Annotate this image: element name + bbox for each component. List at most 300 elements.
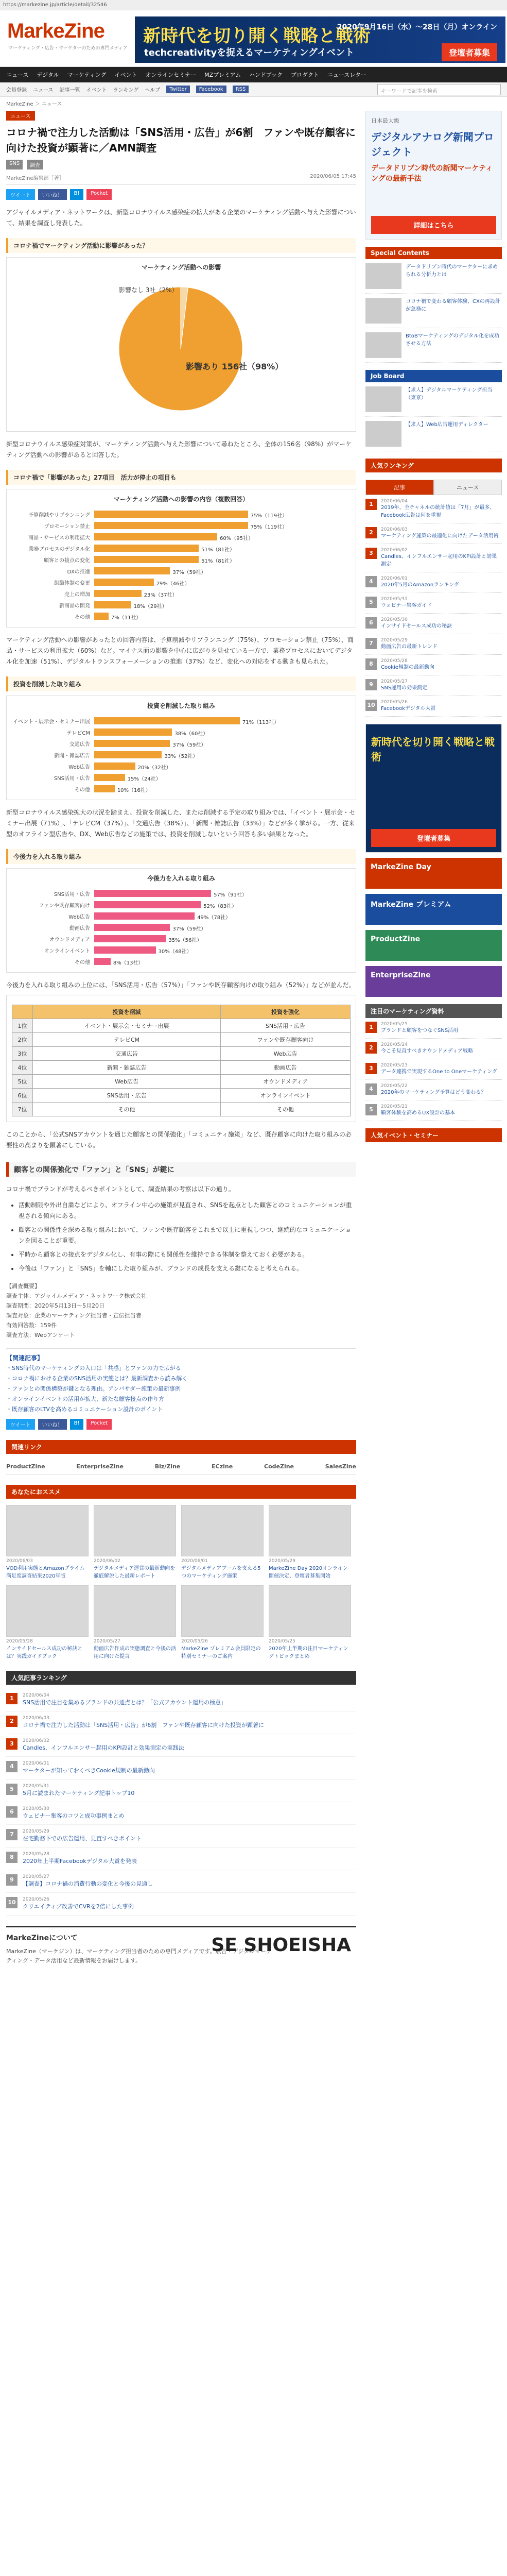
bar-6: [94, 579, 154, 586]
table-cell: 1位: [12, 1019, 33, 1033]
share-button-2[interactable]: B!: [70, 1419, 84, 1430]
recommend-card[interactable]: [94, 1505, 176, 1580]
rank-body: [23, 1784, 134, 1798]
side-rank-title[interactable]: 2020年のマーケティング予算はどう変わる？: [381, 1090, 486, 1095]
rank-title[interactable]: コロナ禍で注力した活動は「SNS活用・広告」が6割 ファンや既存顧客に向けた投資が顕著に: [23, 1722, 264, 1728]
bar-1: [94, 728, 172, 736]
side-ranking-item[interactable]: [365, 634, 502, 655]
rank-title[interactable]: 【調査】コロナ禍の消費行動の変化と今後の見通し: [23, 1880, 153, 1887]
bar-track-0: [94, 890, 351, 897]
side-ranking-item[interactable]: [365, 675, 502, 696]
banner-headline: 新時代を切り開く戦略と戦術: [143, 26, 371, 46]
chart1-pie: [12, 272, 351, 426]
side-rank-title[interactable]: 2019年、全チャネルの統計値は「7月」が最多、Facebook広告は何を重視: [381, 505, 495, 518]
bar-row-0: [12, 715, 351, 726]
share-button-2[interactable]: B!: [70, 189, 84, 200]
rank-title[interactable]: マーケターが知っておくべきCookie規制の最新動向: [23, 1767, 155, 1774]
ranking-item[interactable]: [6, 1711, 356, 1734]
nav-item-2[interactable]: マーケティング: [67, 72, 107, 78]
bar-row-9: [12, 611, 351, 622]
bar-track-4: [94, 556, 351, 563]
bar-0: [94, 717, 240, 724]
table-row: [12, 1019, 351, 1033]
side-ranking-item[interactable]: [365, 1080, 502, 1100]
side-thumbnail: [365, 298, 401, 324]
related-heading: 【関連記事】: [6, 1354, 44, 1362]
side-rank-title[interactable]: Cookie規制の最新動向: [381, 665, 434, 670]
ranking-tab-1[interactable]: ニュース: [434, 480, 502, 495]
side-rank-body: [381, 617, 452, 630]
about-heading: MarkeZineについて: [6, 1934, 78, 1942]
bar-label-7: 売上の増加: [64, 591, 90, 598]
bar-value-0: 71%（113社）: [242, 720, 279, 725]
ranking-list: [6, 1689, 356, 1916]
bar-value-6: 10%（16社）: [117, 788, 151, 793]
ranking-item[interactable]: [6, 1757, 356, 1780]
side-rank-number: 4: [365, 576, 377, 587]
side-ranking-item[interactable]: [365, 1059, 502, 1080]
card-date: 2020/06/02: [94, 1558, 120, 1564]
nav-item-5[interactable]: MZプレミアム: [204, 72, 241, 78]
bar-row-2: [12, 738, 351, 749]
side-banner-3[interactable]: EnterpriseZine: [365, 966, 502, 997]
card-title[interactable]: 動画広告作成の実態調査と今後の活用に向けた提言: [94, 1646, 176, 1659]
partner-logo-5[interactable]: SalesZine: [325, 1463, 356, 1470]
rank-date: 2020/05/27: [23, 1874, 49, 1879]
bar-track-6: [94, 785, 351, 792]
table-cell: Web広告: [221, 1047, 351, 1061]
side-rank-title[interactable]: 顧客体験を高めるUX設計の基本: [381, 1110, 456, 1116]
table-cell: 3位: [12, 1047, 33, 1061]
ad-cta[interactable]: 詳細はこちら: [371, 216, 496, 234]
bar-track-5: [94, 567, 351, 574]
pie-label-0: 影響あり 156社（98%）: [186, 362, 284, 371]
banner-date: 2020年9月16日（水）〜28日（月）オンライン: [337, 23, 497, 31]
partner-logo-4[interactable]: CodeZine: [264, 1463, 294, 1470]
tag-list: [6, 160, 356, 170]
bar-label-5: SNS活用・広告: [54, 775, 90, 782]
search-input[interactable]: キーワードで記事を検索: [377, 84, 501, 95]
recommend-card[interactable]: [6, 1585, 89, 1660]
rank-date: 2020/05/29: [23, 1829, 49, 1834]
rank-number: 8: [6, 1852, 18, 1863]
bar-2: [94, 740, 170, 747]
bar-row-3: [12, 543, 351, 554]
table-row: [12, 1061, 351, 1075]
nav-item-4[interactable]: オンラインセミナー: [145, 72, 197, 78]
side-item-title[interactable]: 【求人】Web広告運用ディレクター: [406, 422, 488, 428]
rank-number: 4: [6, 1761, 18, 1772]
side-rank-date: 2020/05/21: [381, 1104, 408, 1109]
rank-title[interactable]: 2020年上半期Facebookデジタル大賞を発表: [23, 1858, 137, 1865]
card-title[interactable]: MarkeZine プレミアム会員限定の特別セミナーのご案内: [181, 1646, 261, 1659]
nav-item-7[interactable]: プロダクト: [290, 72, 319, 78]
partner-logo-0[interactable]: ProductZine: [6, 1463, 45, 1470]
ranking-item[interactable]: [6, 1802, 356, 1825]
card-title[interactable]: インサイドセールス成功の秘訣とは？実践ガイドブック: [6, 1646, 83, 1659]
ranking-item[interactable]: [6, 1734, 356, 1757]
bar-row-5: [12, 565, 351, 577]
table-row: [12, 1089, 351, 1103]
table-cell: 6位: [12, 1089, 33, 1103]
side-item[interactable]: [365, 259, 502, 294]
table-cell: オンラインイベント: [221, 1089, 351, 1103]
side-rank-date: 2020/05/23: [381, 1063, 408, 1068]
ranking-tab-0[interactable]: 記事: [365, 480, 434, 495]
side-banner-2[interactable]: ProductZine: [365, 930, 502, 961]
figure-4-title: 今後力を入れる取り組み: [6, 849, 356, 864]
side-item[interactable]: [365, 294, 502, 328]
subnav-item-4[interactable]: ランキング: [113, 88, 139, 93]
site-logo[interactable]: MarkeZine: [7, 20, 104, 42]
related-link-0[interactable]: ・SNS時代のマーケティングの入口は「共感」とファンの力で広がる: [6, 1365, 181, 1371]
bar-track-2: [94, 912, 351, 920]
tag-1[interactable]: 調査: [27, 160, 43, 170]
subnav-item-2[interactable]: 記事一覧: [59, 88, 80, 93]
side-rank-title[interactable]: インサイドセールス成功の秘訣: [381, 623, 452, 629]
side-rank-date: 2020/06/01: [381, 576, 408, 581]
banner-cta[interactable]: 登壇者募集: [442, 43, 497, 61]
side-rank-body: [381, 1104, 455, 1117]
bar-track-0: [94, 717, 351, 724]
side-ranking-item[interactable]: [365, 544, 502, 572]
bar-row-6: [12, 783, 351, 794]
nav-item-0[interactable]: ニュース: [6, 72, 29, 78]
rank-body: [23, 1852, 137, 1866]
recommend-card[interactable]: [6, 1505, 89, 1580]
rank-body: [23, 1738, 184, 1752]
sidebar-ad[interactable]: [365, 111, 502, 240]
side-ranking-item[interactable]: [365, 495, 502, 523]
table-header-0: [12, 1005, 33, 1019]
side-rank-title[interactable]: Candles、インフルエンサー起用のKPI設計と効果測定: [381, 554, 497, 567]
ad-eyebrow: 日本最大級: [371, 117, 399, 124]
table-cell: オウンドメディア: [221, 1075, 351, 1089]
card-thumbnail: [94, 1585, 176, 1637]
bar-value-6: 29%（46社）: [156, 581, 190, 587]
side-banner-0[interactable]: MarkeZine Day: [365, 858, 502, 889]
links-heading: 関連リンク: [6, 1440, 356, 1454]
side-rank-number: 2: [365, 527, 377, 538]
table-cell: SNS活用・広告: [33, 1089, 221, 1103]
rank-title[interactable]: ウェビナー集客のコツと成功事例まとめ: [23, 1812, 125, 1819]
card-date: 2020/05/29: [269, 1558, 295, 1564]
bar-value-6: 8%（13社）: [113, 960, 144, 966]
side-item-title[interactable]: コロナ禍で変わる顧客体験、CXの再設計が急務に: [406, 299, 500, 312]
bar-2: [94, 533, 217, 540]
bar-row-7: [12, 588, 351, 599]
header-banner[interactable]: [135, 16, 505, 63]
key-point-0: • 活動制限や外出自粛などにより、オフライン中心の施策が見直され、SNSを起点とした顧客とのコミュニケーションが重視される傾向にある。: [19, 1200, 356, 1222]
url-bar[interactable]: https://markezine.jp/article/detail/32546: [0, 0, 507, 10]
bar-4: [94, 935, 166, 942]
side-rank-body: [381, 658, 434, 671]
bar-value-4: 35%（56社）: [168, 938, 202, 943]
side-ranking-item[interactable]: [365, 1100, 502, 1121]
side-ranking-item[interactable]: [365, 614, 502, 634]
rank-title[interactable]: 5月に読まれたマーケティング記事トップ10: [23, 1790, 135, 1797]
side-rank-body: [381, 548, 502, 568]
bar-value-3: 37%（59社）: [172, 926, 206, 932]
bar-value-1: 38%（60社）: [174, 731, 208, 737]
related-link-4[interactable]: ・既存顧客のLTVを高めるコミュニケーション設計のポイント: [6, 1406, 163, 1413]
article-lead: アジャイルメディア・ネットワークは、新型コロナウイルス感染症の拡大がある企業のマーケティング活動へ与えた影響について、結果を調査し発表した。: [6, 209, 356, 227]
side-item[interactable]: [365, 417, 502, 451]
figure-3: [6, 696, 356, 800]
side-rank-number: 8: [365, 658, 377, 670]
side-rank-title[interactable]: ブランドと顧客をつなぐSNS活用: [381, 1028, 459, 1033]
share-button-0[interactable]: ツイート: [6, 1419, 35, 1430]
nav-item-1[interactable]: デジタル: [37, 72, 59, 78]
bar-label-1: プロモーション禁止: [44, 523, 90, 530]
table-cell: 新聞・雑誌広告: [33, 1061, 221, 1075]
subnav-button-2[interactable]: RSS: [233, 86, 249, 93]
bar-value-4: 51%（81社）: [201, 558, 235, 564]
partner-logo-2[interactable]: Biz/Zine: [154, 1463, 181, 1470]
banner-stack: [365, 858, 502, 997]
side-rank-number: 4: [365, 1083, 377, 1095]
recommend-cards: [6, 1505, 356, 1660]
survey-overview: [6, 1281, 356, 1340]
side-ranking-item[interactable]: [365, 655, 502, 675]
rank-title[interactable]: クリエイティブ改善でCVRを2倍にした事例: [23, 1903, 134, 1910]
subnav-item-3[interactable]: イベント: [86, 88, 107, 93]
rank-body: [23, 1806, 125, 1820]
table-cell: 交通広告: [33, 1047, 221, 1061]
side-rank-body: [381, 1022, 458, 1035]
subnav-item-5[interactable]: ヘルプ: [145, 88, 161, 93]
card-title[interactable]: MarkeZine Day 2020オンライン開催決定、登壇者募集開始: [269, 1566, 348, 1579]
share-button-0[interactable]: ツイート: [6, 189, 35, 200]
rank-number: 1: [6, 1693, 18, 1704]
ad-headline: デジタルアナログ新聞プロジェクト: [371, 131, 494, 158]
sidebar: [365, 111, 502, 1142]
site-header: [0, 10, 507, 67]
author[interactable]: MarkeZine編集部［著］: [6, 176, 64, 181]
table-row: [12, 1075, 351, 1089]
bar-label-2: 商品・サービスの利用拡大: [28, 535, 90, 541]
side-rank-title[interactable]: マーケティング施策の最適化に向けたデータ活用術: [381, 533, 499, 539]
ranking-tabs: [365, 480, 502, 495]
card-title[interactable]: VOD利用実態とAmazonプライム満足度調査結果2020年版: [6, 1566, 85, 1579]
social-share: [6, 189, 356, 200]
subnav-button-1[interactable]: Facebook: [196, 86, 226, 93]
bar-row-1: [12, 520, 351, 531]
side-rank-title[interactable]: 2020年5月のAmazonランキング: [381, 582, 459, 588]
table-cell: Web広告: [33, 1075, 221, 1089]
nav-item-8[interactable]: ニュースレター: [327, 72, 366, 78]
side-rank-title[interactable]: 動画広告の最新トレンド: [381, 644, 438, 650]
recommend-card[interactable]: [269, 1505, 351, 1580]
side-item[interactable]: [365, 328, 502, 363]
bar-3: [94, 545, 199, 552]
card-thumbnail: [181, 1585, 264, 1637]
shoeisha-logo[interactable]: SE SHOEISHA: [211, 1935, 351, 1956]
side-rank-date: 2020/06/03: [381, 527, 408, 532]
bar-label-9: その他: [75, 614, 90, 620]
side-rank-body: [381, 700, 435, 713]
side-ranking-item[interactable]: [365, 593, 502, 614]
bar-7: [94, 590, 142, 597]
bar-row-8: [12, 599, 351, 611]
bar-track-5: [94, 946, 351, 954]
figure-4: [6, 868, 356, 973]
chart2-title: マーケティング活動への影響の内容（複数回答）: [113, 496, 249, 503]
partner-sites: [6, 1459, 356, 1475]
table-cell: その他: [221, 1103, 351, 1116]
share-button-1[interactable]: いいね！: [38, 1419, 67, 1430]
side-rank-title[interactable]: SNS運用の効果測定: [381, 685, 428, 691]
bar-5: [94, 946, 156, 954]
about-text: MarkeZine（マーケジン）は、マーケティング担当者のための専門メディアです。広告・デジタルマーケティング・データ活用など最新情報をお届けします。: [6, 1948, 272, 1964]
side-banner-1[interactable]: MarkeZine プレミアム: [365, 894, 502, 925]
bar-track-6: [94, 579, 351, 586]
nav-item-3[interactable]: イベント: [114, 72, 137, 78]
section-lead: コロナ禍でブランドが考えるべきポイントとして、調査結果の考察は以下の通り。: [6, 1185, 235, 1193]
rank-date: 2020/05/31: [23, 1784, 49, 1789]
side-rank-title[interactable]: ウェビナー集客ガイド: [381, 603, 432, 608]
side-item-title[interactable]: 【求人】デジタルマーケティング担当（東京）: [406, 387, 493, 401]
card-date: 2020/05/25: [269, 1639, 295, 1644]
figure-3-title: 投資を削減した取り組み: [6, 676, 356, 691]
related-link-3[interactable]: ・オンラインイベントの活用が拡大、新たな顧客接点の作り方: [6, 1396, 165, 1402]
side-rank-title[interactable]: データ連携で実現するOne to Oneマーケティング: [381, 1069, 497, 1075]
side-rank-number: 5: [365, 597, 377, 608]
survey-line-0: 【調査概要】: [6, 1283, 40, 1290]
rank-title[interactable]: Candles、インフルエンサー起用のKPI設計と効果測定の実践法: [23, 1744, 184, 1751]
side-ranking-item[interactable]: [365, 523, 502, 544]
bar-row-1: [12, 899, 351, 910]
side-ranking-item[interactable]: [365, 1018, 502, 1039]
table-row: [12, 1033, 351, 1047]
rank-number: 6: [6, 1806, 18, 1818]
bar-track-7: [94, 590, 351, 597]
bar-label-5: オンラインイベント: [44, 948, 90, 954]
ranking-item[interactable]: [6, 1825, 356, 1848]
ranking-item[interactable]: [6, 1780, 356, 1802]
side-ranking-item[interactable]: [365, 1039, 502, 1059]
side-thumbnail: [365, 263, 401, 289]
side-rank-date: 2020/05/26: [381, 700, 408, 705]
recommend-card[interactable]: [181, 1505, 264, 1580]
rank-date: 2020/05/30: [23, 1806, 49, 1811]
bar-4: [94, 556, 199, 563]
bar-label-6: 組織体制の変更: [54, 580, 90, 586]
table-header-2: 投資を強化: [221, 1005, 351, 1019]
bar-row-1: [12, 726, 351, 738]
side-item-title[interactable]: データドリブン時代のマーケターに求められる分析力とは: [406, 264, 498, 278]
side-ranking-item[interactable]: [365, 572, 502, 593]
side-rank-number: 3: [365, 1063, 377, 1074]
bar-track-2: [94, 740, 351, 747]
bar-label-3: 新聞・雑誌広告: [54, 753, 90, 759]
bar-value-4: 20%（32社）: [137, 765, 171, 771]
bar-track-1: [94, 901, 351, 908]
bar-label-2: Web広告: [68, 914, 90, 920]
bar-row-3: [12, 922, 351, 933]
side-item-title[interactable]: BtoBマーケティングのデジタル化を成功させる方法: [406, 333, 499, 347]
related-link-1[interactable]: ・コロナ禍における企業のSNS活用の実態とは？最新調査から読み解く: [6, 1375, 188, 1382]
card-title[interactable]: デジタルメディア運営の最新動向を徹底解説した最新レポート: [94, 1566, 176, 1579]
share-button-3[interactable]: Pocket: [86, 189, 112, 200]
rank-body: [23, 1693, 226, 1707]
subnav-button-0[interactable]: Twitter: [166, 86, 190, 93]
bar-value-5: 15%（24社）: [127, 776, 161, 782]
ranking-item[interactable]: [6, 1689, 356, 1711]
paragraph-3: 新型コロナウイルス感染拡大の状況を踏まえ、投資を削減した、または削減する予定の取り組みでは、「イベント・展示会・セミナー出展（71%）」、「テレビCM（37%）」、「交通広告（38%）」、「新聞・雑誌広告（33%）」などが多く挙がる。一方、従来型のオフライン型広告や、DX、Web広告などの施策では、投資を削減しないという回答も多い結果となった。: [6, 809, 356, 838]
bar-row-5: [12, 944, 351, 956]
rank-title[interactable]: 在宅勤務下での広告運用、見直すべきポイント: [23, 1835, 142, 1842]
ad2-headline: 新時代を切り開く戦略と戦術: [371, 736, 495, 763]
card-title[interactable]: 2020年上半期の注目マーケティングトピックまとめ: [269, 1646, 348, 1659]
ranking-heading: 人気記事ランキング: [6, 1671, 356, 1685]
share-button-3[interactable]: Pocket: [86, 1419, 112, 1430]
rank-body: [23, 1761, 155, 1775]
bar-8: [94, 601, 131, 608]
recommend-card[interactable]: [269, 1585, 351, 1660]
side-rank-number: 3: [365, 548, 377, 559]
card-date: 2020/05/26: [181, 1639, 208, 1644]
side-item[interactable]: [365, 382, 502, 417]
bar-label-5: DXの推進: [67, 569, 90, 575]
partner-logo-1[interactable]: EnterpriseZine: [76, 1463, 124, 1470]
bar-3: [94, 751, 162, 758]
side-rank-body: [381, 1063, 497, 1076]
side-rank-number: 5: [365, 1104, 377, 1115]
bar-value-1: 75%（119社）: [250, 524, 288, 530]
recommend-card[interactable]: [181, 1585, 264, 1660]
bar-track-3: [94, 545, 351, 552]
ad2-cta[interactable]: 登壇者募集: [371, 829, 496, 847]
events-heading: 人気イベント・セミナー: [365, 1128, 502, 1142]
rank-number: 7: [6, 1829, 18, 1840]
bar-value-1: 52%（83社）: [203, 904, 237, 909]
card-date: 2020/06/01: [181, 1558, 208, 1564]
special-heading: Special Contents: [365, 247, 502, 259]
side-ranking-item[interactable]: [365, 696, 502, 717]
ranking-item[interactable]: [6, 1870, 356, 1893]
jobboard-heading: Job Board: [365, 370, 502, 382]
side-rank-title[interactable]: 今こそ見直すべきオウンドメディア戦略: [381, 1048, 473, 1054]
paragraph-1: 新型コロナウイルス感染症対策が、マーケティング活動へ与えた影響について尋ねたところ、全体の156名（98%）がマーケティング活動への影響があると回答した。: [6, 440, 352, 459]
subnav-item-0[interactable]: 会員登録: [6, 88, 27, 93]
related-link-2[interactable]: ・ファンとの関係構築が鍵となる理由。アンバサダー施策の最新事例: [6, 1385, 181, 1392]
nav-item-6[interactable]: ハンドブック: [249, 72, 283, 78]
social-share-bottom: [6, 1419, 356, 1430]
table-cell: テレビCM: [33, 1033, 221, 1047]
side-rank-number: 9: [365, 679, 377, 690]
rank-title[interactable]: SNS活用で注目を集めるブランドの共通点とは？「公式アカウント運用の極意」: [23, 1699, 227, 1706]
sidebar-ad-2[interactable]: [365, 724, 502, 853]
side-rank-body: [381, 576, 459, 589]
ranking-item[interactable]: [6, 1893, 356, 1916]
partner-logo-3[interactable]: ECzine: [212, 1463, 233, 1470]
share-button-1[interactable]: いいね！: [38, 189, 67, 200]
side-rank-date: 2020/05/24: [381, 1042, 408, 1047]
tag-0[interactable]: SNS: [6, 160, 23, 170]
key-points: [6, 1200, 356, 1274]
ranking-item[interactable]: [6, 1848, 356, 1870]
bar-0: [94, 511, 248, 518]
banner-subline: techcreativityを捉えるマーケティングイベント: [144, 47, 355, 58]
card-title[interactable]: デジタルメディアブームを支える5つのマーケティング施策: [181, 1566, 261, 1579]
bar-value-5: 30%（48社）: [158, 949, 192, 955]
recommend-card[interactable]: [94, 1585, 176, 1660]
side-rank-title[interactable]: Facebookデジタル大賞: [381, 706, 436, 711]
table-row: [12, 1103, 351, 1116]
subnav-item-1[interactable]: ニュース: [33, 88, 54, 93]
category-badge[interactable]: ニュース: [6, 111, 35, 121]
